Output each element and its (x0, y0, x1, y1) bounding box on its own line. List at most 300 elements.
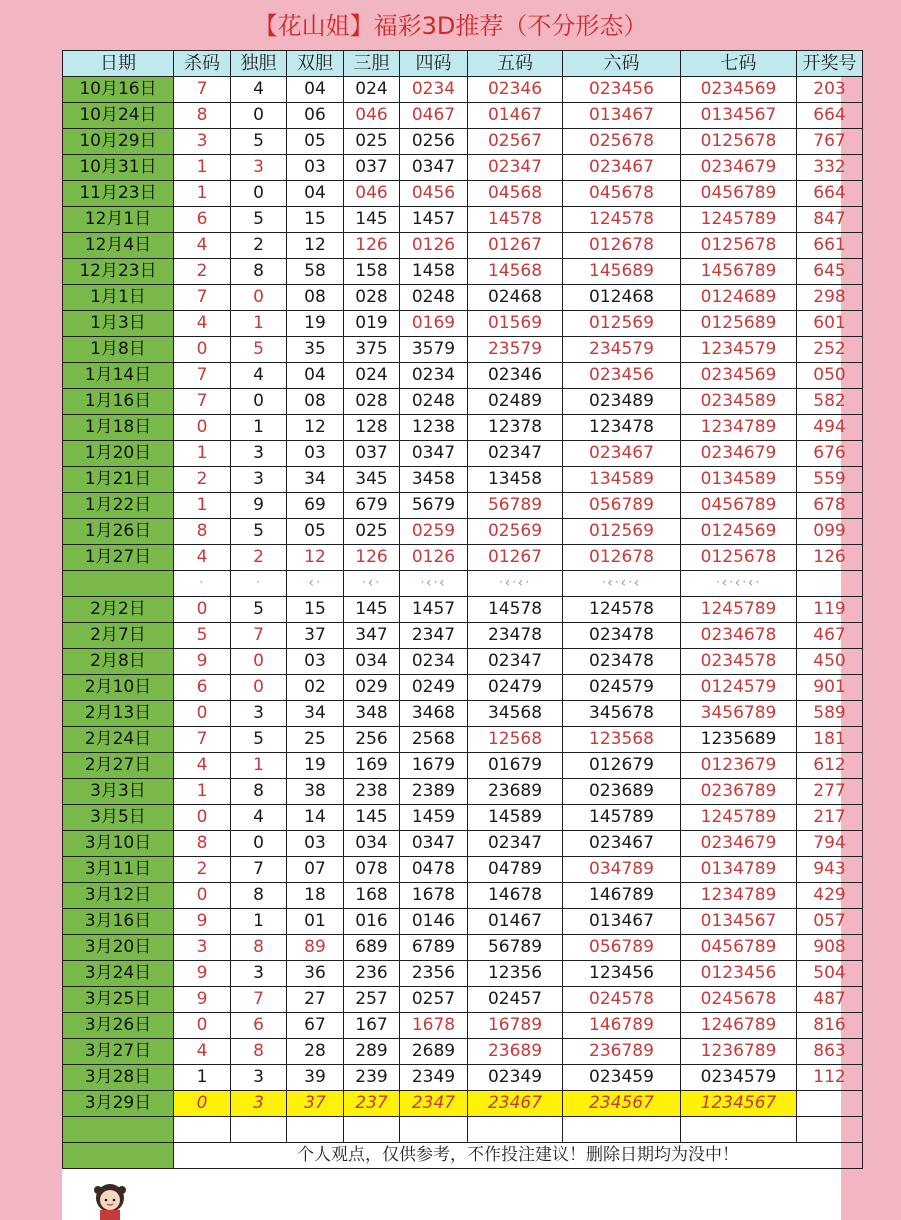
value-cell: 236789 (563, 1039, 681, 1065)
value-cell: 2 (231, 233, 287, 259)
value-cell: 124578 (563, 207, 681, 233)
value-cell: 345678 (563, 701, 681, 727)
author-logo (64, 1176, 172, 1220)
table-row (63, 337, 863, 363)
date-cell: 1月26日 (63, 519, 174, 545)
value-cell: 045678 (563, 181, 681, 207)
date-cell: 10月24日 (63, 103, 174, 129)
value-cell: 0234 (400, 77, 468, 103)
value-cell: 298 (797, 285, 863, 311)
value-cell: 0 (174, 415, 231, 441)
value-cell: 34 (287, 701, 344, 727)
value-cell: 36 (287, 961, 344, 987)
value-cell: 8 (174, 831, 231, 857)
value-cell: 9 (174, 961, 231, 987)
value-cell: 02 (287, 675, 344, 701)
value-cell: 023467 (563, 441, 681, 467)
value-cell: 034 (344, 649, 400, 675)
prediction-cell: 23467 (468, 1091, 563, 1117)
value-cell: 07 (287, 857, 344, 883)
value-cell: 023489 (563, 389, 681, 415)
table-row (63, 181, 863, 207)
date-cell: 10月29日 (63, 129, 174, 155)
value-cell: 467 (797, 623, 863, 649)
blurred-cell: ᐧ (231, 571, 287, 597)
prediction-row (63, 1091, 863, 1117)
prediction-cell: 2347 (400, 1091, 468, 1117)
value-cell: 0234679 (681, 155, 797, 181)
value-cell: 024 (344, 363, 400, 389)
value-cell: 013467 (563, 909, 681, 935)
table-row (63, 597, 863, 623)
value-cell: 2568 (400, 727, 468, 753)
value-cell: 238 (344, 779, 400, 805)
value-cell: 1234579 (681, 337, 797, 363)
value-cell: 487 (797, 987, 863, 1013)
value-cell: 2347 (400, 623, 468, 649)
value-cell: 5 (231, 337, 287, 363)
value-cell: 38 (287, 779, 344, 805)
date-cell: 3月16日 (63, 909, 174, 935)
value-cell: 01267 (468, 233, 563, 259)
date-cell: 10月31日 (63, 155, 174, 181)
date-cell: 12月23日 (63, 259, 174, 285)
value-cell: 3 (231, 155, 287, 181)
value-cell: 9 (174, 649, 231, 675)
value-cell: 03 (287, 155, 344, 181)
value-cell: 0347 (400, 155, 468, 181)
value-cell: 1679 (400, 753, 468, 779)
value-cell: 56789 (468, 493, 563, 519)
value-cell: 123456 (563, 961, 681, 987)
value-cell: 794 (797, 831, 863, 857)
value-cell: 04 (287, 77, 344, 103)
value-cell: 676 (797, 441, 863, 467)
value-cell: 029 (344, 675, 400, 701)
date-cell: 3月20日 (63, 935, 174, 961)
value-cell: 582 (797, 389, 863, 415)
value-cell: 0134567 (681, 103, 797, 129)
value-cell: 0169 (400, 311, 468, 337)
value-cell: 0234679 (681, 441, 797, 467)
value-cell: 0 (174, 597, 231, 623)
date-cell: 12月1日 (63, 207, 174, 233)
table-row (63, 519, 863, 545)
date-cell: 2月8日 (63, 649, 174, 675)
date-cell: 3月25日 (63, 987, 174, 1013)
value-cell: 126 (344, 233, 400, 259)
value-cell: 1458 (400, 259, 468, 285)
empty-row (63, 1117, 863, 1143)
value-cell: 5 (231, 129, 287, 155)
value-cell: 4 (174, 753, 231, 779)
value-cell: 0456 (400, 181, 468, 207)
value-cell: 12568 (468, 727, 563, 753)
value-cell: 35 (287, 337, 344, 363)
table-row (63, 1013, 863, 1039)
value-cell: 0249 (400, 675, 468, 701)
value-cell: 23478 (468, 623, 563, 649)
value-cell: 0234 (400, 363, 468, 389)
value-cell: 8 (231, 1039, 287, 1065)
value-cell: 12378 (468, 415, 563, 441)
value-cell: 0 (174, 701, 231, 727)
value-cell: 289 (344, 1039, 400, 1065)
value-cell: 03 (287, 649, 344, 675)
value-cell: 28 (287, 1039, 344, 1065)
value-cell: 15 (287, 597, 344, 623)
prediction-cell: 0 (174, 1091, 231, 1117)
table-row (63, 467, 863, 493)
value-cell: 3468 (400, 701, 468, 727)
value-cell: 901 (797, 675, 863, 701)
table-row (63, 129, 863, 155)
value-cell: 1459 (400, 805, 468, 831)
value-cell: 0 (231, 675, 287, 701)
value-cell: 0234569 (681, 77, 797, 103)
value-cell: 678 (797, 493, 863, 519)
disclaimer-note: 个人观点，仅供参考，不作投注建议！删除日期均为没中！ (174, 1143, 863, 1169)
table-row (63, 779, 863, 805)
prediction-cell: 237 (344, 1091, 400, 1117)
value-cell: 123478 (563, 415, 681, 441)
value-cell: 375 (344, 337, 400, 363)
date-cell: 1月8日 (63, 337, 174, 363)
value-cell: 504 (797, 961, 863, 987)
value-cell: 145689 (563, 259, 681, 285)
value-cell: 0 (231, 103, 287, 129)
value-cell: 7 (231, 857, 287, 883)
value-cell: 046 (344, 181, 400, 207)
date-cell: 1月16日 (63, 389, 174, 415)
date-cell: 1月22日 (63, 493, 174, 519)
value-cell: 847 (797, 207, 863, 233)
date-cell: 10月16日 (63, 77, 174, 103)
value-cell: 8 (231, 259, 287, 285)
value-cell: 257 (344, 987, 400, 1013)
value-cell: 3 (231, 1065, 287, 1091)
value-cell: 2 (174, 857, 231, 883)
value-cell: 2 (174, 467, 231, 493)
value-cell: 347 (344, 623, 400, 649)
value-cell: 023456 (563, 363, 681, 389)
value-cell: 8 (231, 935, 287, 961)
value-cell: 908 (797, 935, 863, 961)
value-cell: 3 (231, 961, 287, 987)
table-row (63, 545, 863, 571)
value-cell: 8 (231, 883, 287, 909)
value-cell: 0234679 (681, 831, 797, 857)
value-cell: 3 (231, 467, 287, 493)
value-cell: 037 (344, 155, 400, 181)
value-cell: 08 (287, 285, 344, 311)
value-cell: 128 (344, 415, 400, 441)
girl-avatar-icon (64, 1176, 172, 1220)
value-cell: 7 (174, 77, 231, 103)
value-cell: 1457 (400, 207, 468, 233)
table-row (63, 233, 863, 259)
value-cell: 2 (231, 545, 287, 571)
value-cell: 5 (231, 207, 287, 233)
value-cell: 2689 (400, 1039, 468, 1065)
value-cell: 14678 (468, 883, 563, 909)
empty-cell (468, 1117, 563, 1143)
value-cell: 04568 (468, 181, 563, 207)
date-cell: 3月10日 (63, 831, 174, 857)
value-cell: 013467 (563, 103, 681, 129)
value-cell: 02468 (468, 285, 563, 311)
value-cell: 05 (287, 519, 344, 545)
value-cell: 664 (797, 181, 863, 207)
value-cell: 078 (344, 857, 400, 883)
value-cell: 0256 (400, 129, 468, 155)
value-cell: 4 (174, 311, 231, 337)
value-cell: 943 (797, 857, 863, 883)
value-cell: 02346 (468, 363, 563, 389)
value-cell: 1 (231, 909, 287, 935)
blurred-cell (797, 571, 863, 597)
value-cell: 06 (287, 103, 344, 129)
value-cell: 0456789 (681, 493, 797, 519)
value-cell: 4 (174, 545, 231, 571)
value-cell: 1 (174, 155, 231, 181)
header-row (63, 51, 863, 77)
value-cell: 0 (174, 337, 231, 363)
prediction-table (62, 50, 863, 1169)
value-cell: 2389 (400, 779, 468, 805)
value-cell: 1234789 (681, 415, 797, 441)
value-cell: 645 (797, 259, 863, 285)
blurred-cell: ᐧ (174, 571, 231, 597)
empty-cell (174, 1117, 231, 1143)
value-cell: 601 (797, 311, 863, 337)
table-row (63, 753, 863, 779)
value-cell: 5 (231, 727, 287, 753)
value-cell: 0 (174, 883, 231, 909)
header-cell: 开奖号 (797, 51, 863, 77)
value-cell: 4 (231, 805, 287, 831)
table-row (63, 1065, 863, 1091)
value-cell: 056789 (563, 935, 681, 961)
value-cell: 0125689 (681, 311, 797, 337)
value-cell: 13458 (468, 467, 563, 493)
value-cell: 6 (174, 207, 231, 233)
header-cell: 双胆 (287, 51, 344, 77)
value-cell: 145 (344, 597, 400, 623)
prediction-cell: 234567 (563, 1091, 681, 1117)
value-cell: 1 (231, 311, 287, 337)
value-cell: 145 (344, 207, 400, 233)
date-cell: 1月14日 (63, 363, 174, 389)
value-cell: 025 (344, 129, 400, 155)
value-cell: 0248 (400, 389, 468, 415)
value-cell: 2356 (400, 961, 468, 987)
value-cell: 02457 (468, 987, 563, 1013)
value-cell: 7 (174, 389, 231, 415)
date-cell: 3月27日 (63, 1039, 174, 1065)
value-cell: 203 (797, 77, 863, 103)
value-cell: 023689 (563, 779, 681, 805)
value-cell: 0 (174, 1013, 231, 1039)
empty-cell (231, 1117, 287, 1143)
table-row (63, 493, 863, 519)
table-row (63, 207, 863, 233)
value-cell: 0248 (400, 285, 468, 311)
value-cell: 134589 (563, 467, 681, 493)
value-cell: 123568 (563, 727, 681, 753)
value-cell: 099 (797, 519, 863, 545)
value-cell: 9 (174, 987, 231, 1013)
value-cell: 05 (287, 129, 344, 155)
header-cell: 五码 (468, 51, 563, 77)
value-cell: 0234678 (681, 623, 797, 649)
value-cell: 69 (287, 493, 344, 519)
blurred-cell: ᐧ‹ᐧ‹ (400, 571, 468, 597)
value-cell: 5 (174, 623, 231, 649)
value-cell: 234579 (563, 337, 681, 363)
value-cell: 1245789 (681, 805, 797, 831)
date-cell: 3月29日 (63, 1091, 174, 1117)
value-cell: 012468 (563, 285, 681, 311)
value-cell: 5679 (400, 493, 468, 519)
value-cell: 024 (344, 77, 400, 103)
value-cell: 02567 (468, 129, 563, 155)
date-cell: 3月24日 (63, 961, 174, 987)
value-cell: 023456 (563, 77, 681, 103)
value-cell: 19 (287, 311, 344, 337)
value-cell: 02479 (468, 675, 563, 701)
value-cell: 057 (797, 909, 863, 935)
table-row (63, 857, 863, 883)
value-cell: 767 (797, 129, 863, 155)
value-cell: 664 (797, 103, 863, 129)
value-cell: 124578 (563, 597, 681, 623)
value-cell: 012569 (563, 519, 681, 545)
value-cell: 3 (174, 129, 231, 155)
value-cell: 02569 (468, 519, 563, 545)
value-cell: 03 (287, 441, 344, 467)
value-cell: 046 (344, 103, 400, 129)
value-cell: 0467 (400, 103, 468, 129)
value-cell: 028 (344, 285, 400, 311)
value-cell: 12 (287, 233, 344, 259)
value-cell: 1 (174, 181, 231, 207)
value-cell: 1 (174, 1065, 231, 1091)
value-cell: 037 (344, 441, 400, 467)
value-cell: 016 (344, 909, 400, 935)
table-row (63, 727, 863, 753)
table-row (63, 935, 863, 961)
date-cell: 2月10日 (63, 675, 174, 701)
value-cell: 58 (287, 259, 344, 285)
value-cell: 816 (797, 1013, 863, 1039)
value-cell: 332 (797, 155, 863, 181)
value-cell: 04 (287, 181, 344, 207)
value-cell: 1 (231, 753, 287, 779)
date-cell: 3月5日 (63, 805, 174, 831)
header-cell: 六码 (563, 51, 681, 77)
value-cell: 012569 (563, 311, 681, 337)
date-cell: 2月13日 (63, 701, 174, 727)
value-cell: 7 (231, 987, 287, 1013)
value-cell: 145789 (563, 805, 681, 831)
value-cell: 01467 (468, 909, 563, 935)
value-cell: 01 (287, 909, 344, 935)
value-cell: 1 (231, 415, 287, 441)
empty-cell (797, 1117, 863, 1143)
value-cell: 028 (344, 389, 400, 415)
value-cell: 034 (344, 831, 400, 857)
value-cell: 1 (174, 779, 231, 805)
value-cell: 01569 (468, 311, 563, 337)
table-row (63, 649, 863, 675)
value-cell: 0125678 (681, 129, 797, 155)
value-cell: 14578 (468, 597, 563, 623)
value-cell: 0 (231, 649, 287, 675)
value-cell: 25 (287, 727, 344, 753)
value-cell: 08 (287, 389, 344, 415)
prediction-cell (797, 1091, 863, 1117)
value-cell: 024579 (563, 675, 681, 701)
value-cell: 1246789 (681, 1013, 797, 1039)
value-cell: 863 (797, 1039, 863, 1065)
value-cell: 256 (344, 727, 400, 753)
date-cell: 2月7日 (63, 623, 174, 649)
date-cell: 1月27日 (63, 545, 174, 571)
table-row (63, 1039, 863, 1065)
value-cell: 2 (174, 259, 231, 285)
value-cell: 679 (344, 493, 400, 519)
value-cell: 02347 (468, 441, 563, 467)
value-cell: 04789 (468, 857, 563, 883)
value-cell: 056789 (563, 493, 681, 519)
value-cell: 02489 (468, 389, 563, 415)
prediction-cell: 37 (287, 1091, 344, 1117)
value-cell: 8 (231, 779, 287, 805)
blurred-cell: ᐧ‹ᐧ‹ᐧ‹ᐧ (681, 571, 797, 597)
value-cell: 8 (174, 103, 231, 129)
value-cell: 181 (797, 727, 863, 753)
value-cell: 0124689 (681, 285, 797, 311)
date-cell (63, 1117, 174, 1143)
value-cell: 1245789 (681, 207, 797, 233)
table-row (63, 623, 863, 649)
value-cell: 18 (287, 883, 344, 909)
value-cell: 158 (344, 259, 400, 285)
value-cell: 8 (174, 519, 231, 545)
value-cell: 0236789 (681, 779, 797, 805)
value-cell: 12356 (468, 961, 563, 987)
value-cell: 023467 (563, 831, 681, 857)
value-cell: 023478 (563, 649, 681, 675)
value-cell: 0 (231, 831, 287, 857)
note-row (63, 1143, 863, 1169)
date-cell: 3月28日 (63, 1065, 174, 1091)
value-cell: 14 (287, 805, 344, 831)
header-cell: 日期 (63, 51, 174, 77)
blurred-cell: ᐧ‹ᐧ‹ᐧ (468, 571, 563, 597)
table-row (63, 909, 863, 935)
value-cell: 126 (797, 545, 863, 571)
value-cell: 146789 (563, 883, 681, 909)
blurred-cell: ᐧ‹ᐧ‹ᐧ‹ (563, 571, 681, 597)
table-row (63, 701, 863, 727)
value-cell: 1 (174, 493, 231, 519)
value-cell: 5 (231, 597, 287, 623)
value-cell: 126 (344, 545, 400, 571)
date-cell (63, 1143, 174, 1169)
header-cell: 七码 (681, 51, 797, 77)
